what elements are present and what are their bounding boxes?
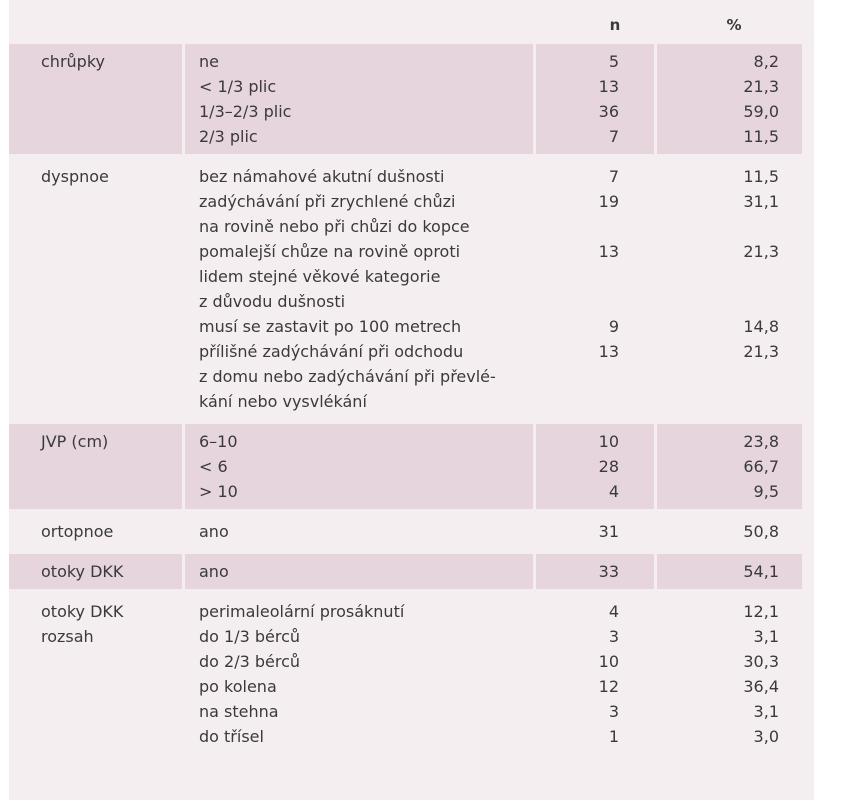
row-percent: 66,7 bbox=[743, 457, 779, 476]
row-percent: 54,1 bbox=[743, 562, 779, 581]
table-row bbox=[9, 239, 814, 314]
table-group bbox=[9, 594, 814, 754]
table-row bbox=[9, 74, 814, 99]
row-n: 1 bbox=[608, 727, 619, 746]
row-label: ano bbox=[199, 562, 229, 581]
row-n: 3 bbox=[608, 627, 619, 646]
row-label: 1/3–2/3 plic bbox=[199, 102, 292, 121]
row-n: 4 bbox=[608, 482, 619, 501]
row-label: > 10 bbox=[199, 482, 238, 501]
table-row bbox=[9, 189, 814, 239]
row-percent: 11,5 bbox=[743, 127, 779, 146]
row-label: přílišné zadýchávání při odchodu z domu nebo zadýchávání při převlé- kání nebo vysvlékání bbox=[199, 342, 496, 411]
row-label: do 1/3 bérců bbox=[199, 627, 301, 646]
row-n: 7 bbox=[608, 167, 619, 186]
row-percent: 21,3 bbox=[743, 242, 779, 261]
row-percent: 14,8 bbox=[743, 317, 779, 336]
row-percent: 12,1 bbox=[743, 602, 779, 621]
row-percent: 31,1 bbox=[743, 192, 779, 211]
row-percent: 21,3 bbox=[743, 77, 779, 96]
category-label: chrůpky bbox=[41, 52, 105, 71]
row-label: do 2/3 bérců bbox=[199, 652, 301, 671]
table-row bbox=[9, 454, 814, 479]
header-percent: % bbox=[726, 16, 742, 34]
row-n: 13 bbox=[598, 77, 619, 96]
row-label: < 6 bbox=[199, 457, 228, 476]
row-label: po kolena bbox=[199, 677, 277, 696]
row-label: 6–10 bbox=[199, 432, 238, 451]
table-row bbox=[9, 479, 814, 504]
table-group bbox=[9, 44, 814, 154]
table-row bbox=[9, 99, 814, 124]
row-n: 10 bbox=[598, 432, 619, 451]
row-percent: 3,0 bbox=[753, 727, 779, 746]
table-group bbox=[9, 424, 814, 509]
table-row bbox=[9, 559, 814, 584]
table-row bbox=[9, 724, 814, 749]
table-row bbox=[9, 674, 814, 699]
row-label: ano bbox=[199, 522, 229, 541]
category-label: ortopnoe bbox=[41, 522, 114, 541]
table-row bbox=[9, 339, 814, 414]
table-row bbox=[9, 649, 814, 674]
table-group bbox=[9, 159, 814, 419]
table-row bbox=[9, 429, 814, 454]
category-label: dyspnoe bbox=[41, 167, 109, 186]
table-row bbox=[9, 699, 814, 724]
category-label: JVP (cm) bbox=[41, 432, 109, 451]
row-label: perimaleolární prosáknutí bbox=[199, 602, 405, 621]
row-n: 19 bbox=[598, 192, 619, 211]
row-n: 10 bbox=[598, 652, 619, 671]
table-row bbox=[9, 519, 814, 544]
table-row bbox=[9, 124, 814, 149]
row-percent: 8,2 bbox=[753, 52, 779, 71]
row-n: 33 bbox=[598, 562, 619, 581]
row-n: 28 bbox=[598, 457, 619, 476]
row-percent: 11,5 bbox=[743, 167, 779, 186]
row-label: 2/3 plic bbox=[199, 127, 258, 146]
row-n: 13 bbox=[598, 242, 619, 261]
row-percent: 3,1 bbox=[753, 702, 779, 721]
row-percent: 3,1 bbox=[753, 627, 779, 646]
row-n: 12 bbox=[598, 677, 619, 696]
category-label: otoky DKK bbox=[41, 562, 124, 581]
table-row bbox=[9, 164, 814, 189]
row-percent: 59,0 bbox=[743, 102, 779, 121]
row-label: < 1/3 plic bbox=[199, 77, 277, 96]
row-percent: 23,8 bbox=[743, 432, 779, 451]
table-row bbox=[9, 599, 814, 624]
table-group bbox=[9, 554, 814, 589]
row-label: zadýchávání při zrychlené chůzi na rovině nebo při chůzi do kopce bbox=[199, 192, 470, 236]
row-n: 13 bbox=[598, 342, 619, 361]
row-n: 9 bbox=[608, 317, 619, 336]
row-percent: 30,3 bbox=[743, 652, 779, 671]
row-label: do třísel bbox=[199, 727, 264, 746]
row-n: 3 bbox=[608, 702, 619, 721]
row-label: pomalejší chůze na rovině oproti lidem stejné věkové kategorie z důvodu dušnosti bbox=[199, 242, 461, 311]
table-group bbox=[9, 514, 814, 549]
row-n: 5 bbox=[608, 52, 619, 71]
table-panel bbox=[9, 0, 814, 800]
row-percent: 36,4 bbox=[743, 677, 779, 696]
row-label: na stehna bbox=[199, 702, 279, 721]
row-percent: 21,3 bbox=[743, 342, 779, 361]
row-n: 7 bbox=[608, 127, 619, 146]
row-percent: 9,5 bbox=[753, 482, 779, 501]
table-row bbox=[9, 314, 814, 339]
table-header bbox=[9, 0, 814, 42]
table-row bbox=[9, 49, 814, 74]
row-label: musí se zastavit po 100 metrech bbox=[199, 317, 462, 336]
row-n: 4 bbox=[608, 602, 619, 621]
row-label: ne bbox=[199, 52, 219, 71]
row-n: 36 bbox=[598, 102, 619, 121]
header-n: n bbox=[609, 16, 621, 34]
category-label: otoky DKK rozsah bbox=[41, 602, 124, 646]
row-label: bez námahové akutní dušnosti bbox=[199, 167, 445, 186]
row-percent: 50,8 bbox=[743, 522, 779, 541]
row-n: 31 bbox=[598, 522, 619, 541]
table-row bbox=[9, 624, 814, 649]
